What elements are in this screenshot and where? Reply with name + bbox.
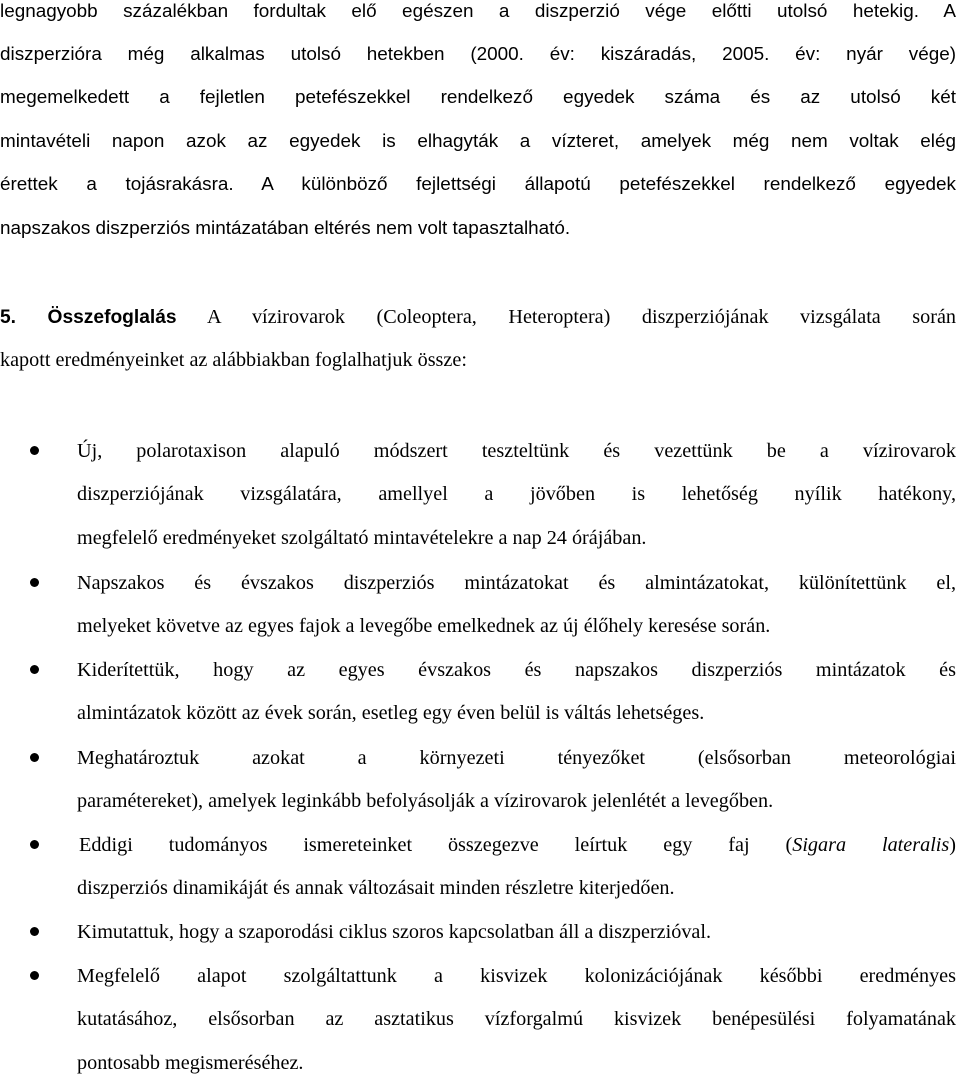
bullet-icon bbox=[30, 840, 39, 849]
bullet-icon bbox=[30, 446, 39, 455]
list-item-line: Meghatároztuk azokat a környezeti tényezőket (elsősorban meteorológiai bbox=[77, 747, 956, 769]
species-name: Sigara lateralis bbox=[792, 834, 950, 856]
bullet-icon bbox=[30, 927, 39, 936]
list-item-line: Kiderítettük, hogy az egyes évszakos és napszakos diszperziós mintázatok és bbox=[77, 659, 956, 681]
list-item-line: Napszakos és évszakos diszperziós mintázatokat és almintázatokat, különítettünk el, bbox=[77, 572, 956, 594]
list-item-text: ) bbox=[949, 834, 957, 856]
list-item-line: paramétereket), amelyek leginkább befolyásolják a vízirovarok jelenlétét a levegőben. bbox=[77, 790, 774, 812]
bullet-icon bbox=[30, 665, 39, 674]
list-item-line: pontosabb megismeréséhez. bbox=[77, 1052, 304, 1074]
section-heading-line bbox=[0, 302, 956, 332]
bullet-icon bbox=[30, 971, 39, 980]
bullet-icon bbox=[30, 578, 39, 587]
section-intro-line: kapott eredményeinket az alábbiakban foglalhatjuk össze: bbox=[0, 349, 467, 371]
section-intro-text: A vízirovarok (Coleoptera, Heteroptera) diszperziójának vizsgálata során bbox=[206, 306, 956, 328]
list-item-line: diszperziójának vizsgálatára, amellyel a jövőben is lehetőség nyílik hatékony, bbox=[77, 483, 956, 505]
list-item-line: kutatásához, elsősorban az asztatikus vízforgalmú kisvizek benépesülési folyamatának bbox=[77, 1008, 956, 1030]
paragraph-line: legnagyobb százalékban fordultak elő egészen a diszperzió vége előtti utolsó hetekig. A bbox=[0, 1, 956, 22]
paragraph-line: diszperzióra még alkalmas utolsó hetekben (2000. év: kiszáradás, 2005. év: nyár vége) bbox=[0, 44, 956, 65]
section-number: 5. bbox=[0, 307, 17, 328]
paragraph-line: megemelkedett a fejletlen petefészekkel rendelkező egyedek száma és az utolsó két bbox=[0, 87, 956, 108]
section-title: Összefoglalás bbox=[47, 307, 177, 328]
paragraph-line: érettek a tojásrakásra. A különböző fejlettségi állapotú petefészekkel rendelkező egyedek bbox=[0, 174, 956, 195]
list-item-line: megfelelő eredményeket szolgáltató mintavételekre a nap 24 órájában. bbox=[77, 527, 647, 549]
list-item-line: Megfelelő alapot szolgáltattunk a kisvizek kolonizációjának későbbi eredményes bbox=[77, 965, 956, 987]
list-item-text: Eddigi tudományos ismereteinket összegezve leírtuk egy faj ( bbox=[79, 834, 793, 856]
list-item-line: almintázatok között az évek során, esetleg egy éven belül is váltás lehetséges. bbox=[77, 702, 705, 724]
list-item-line: melyeket követve az egyes fajok a levegőbe emelkednek az új élőhely keresése során. bbox=[77, 615, 771, 637]
bullet-icon bbox=[30, 753, 39, 762]
list-item-line: Kimutattuk, hogy a szaporodási ciklus szoros kapcsolatban áll a diszperzióval. bbox=[77, 921, 712, 943]
paragraph-line: napszakos diszperziós mintázatában eltérés nem volt tapasztalható. bbox=[0, 218, 571, 239]
list-item-line bbox=[79, 830, 956, 860]
paragraph-line: mintavételi napon azok az egyedek is elhagyták a vízteret, amelyek még nem voltak elég bbox=[0, 131, 956, 152]
list-item-line: diszperziós dinamikáját és annak változásait minden részletre kiterjedően. bbox=[77, 877, 675, 899]
list-item-line: Új, polarotaxison alapuló módszert teszteltünk és vezettünk be a vízirovarok bbox=[77, 440, 956, 462]
